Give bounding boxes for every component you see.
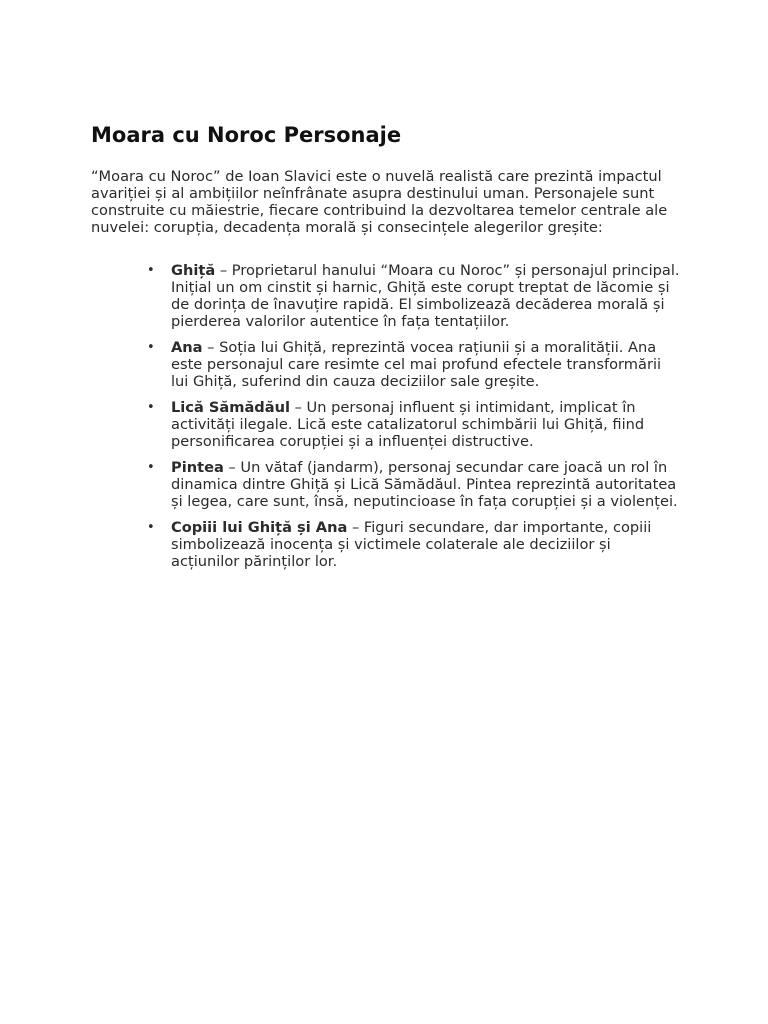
character-description: – Proprietarul hanului “Moara cu Noroc” și personajul principal. Inițial un om cinstit și harnic, Ghiță este corupt treptat de lăcomie și de dorința de înavuțire rapidă. El simbolizează decăderea morală și pierderea valorilor autentice în fața tentațiilor. [171, 262, 680, 330]
character-description: – Figuri secundare, dar importante, copiii simbolizează inocența și victimele colaterale ale deciziilor și acțiunilor părinților lor. [171, 519, 652, 570]
list-item [147, 519, 681, 570]
bullet-icon: • [147, 460, 155, 475]
bullet-icon: • [147, 400, 155, 415]
list-item [147, 399, 681, 450]
character-name: Lică Sămădăul [171, 399, 290, 416]
document-page [91, 121, 681, 579]
bullet-icon: • [147, 520, 155, 535]
character-list [91, 262, 681, 570]
character-name: Copiii lui Ghiță și Ana [171, 519, 348, 536]
character-name: Ghiță [171, 262, 216, 279]
list-item [147, 262, 681, 330]
character-name: Pintea [171, 459, 224, 476]
bullet-icon: • [147, 263, 155, 278]
character-description: – Un personaj influent și intimidant, implicat în activități ilegale. Lică este catalizatorul schimbării lui Ghiță, fiind personificarea corupției și a influenței distructive. [171, 399, 645, 450]
list-item [147, 339, 681, 390]
character-description: – Soția lui Ghiță, reprezintă vocea rațiunii și a moralității. Ana este personajul care resimte cel mai profund efectele transformării lui Ghiță, suferind din cauza deciziilor sale greșite. [171, 339, 662, 390]
page-title: Moara cu Noroc Personaje [91, 123, 402, 147]
character-name: Ana [171, 339, 203, 356]
bullet-icon: • [147, 340, 155, 355]
intro-paragraph: “Moara cu Noroc” de Ioan Slavici este o nuvelă realistă care prezintă impactul avariției și al ambițiilor neînfrânate asupra destinului uman. Personajele sunt construite cu măiestrie, fiecare contribuind la dezvoltarea temelor centrale ale nuvelei: corupția, decadența morală și consecințele alegerilor greșite: [91, 168, 668, 236]
list-item [147, 459, 681, 510]
character-description: – Un vătaf (jandarm), personaj secundar care joacă un rol în dinamica dintre Ghiță și Lică Sămădăul. Pintea reprezintă autoritatea și legea, care sunt, însă, neputincioase în fața corupției și a violenței. [171, 459, 678, 510]
